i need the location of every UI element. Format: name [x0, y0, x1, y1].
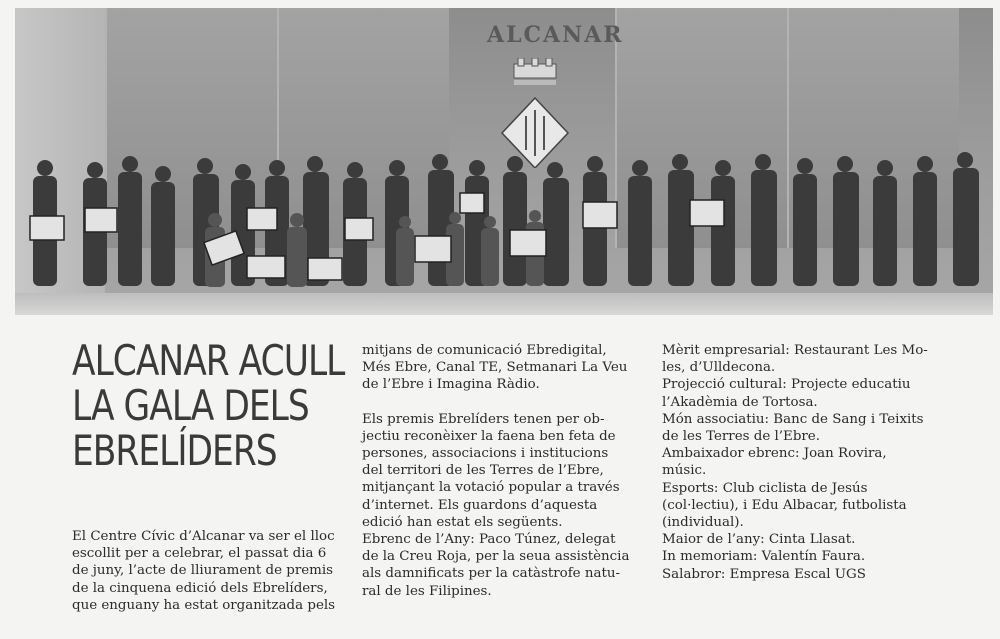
text-line: persones, associacions i institucions: [362, 446, 609, 462]
text-line: escollit per a celebrar, el passat dia 6: [72, 546, 327, 562]
awards-paragraph: [362, 411, 642, 600]
text-line: Projecció cultural: Projecte educatiu: [662, 377, 911, 393]
text-line: Maior de l’any: Cinta Llasat.: [662, 532, 856, 548]
text-line: Món associatiu: Banc de Sang i Teixits: [662, 411, 924, 427]
text-line: (individual).: [662, 515, 744, 531]
text-line: In memoriam: Valentín Faura.: [662, 549, 866, 565]
wall-town-name: ALCANAR: [487, 22, 624, 48]
stage-floor: [15, 293, 993, 315]
text-line: l’Akadèmia de Tortosa.: [662, 394, 818, 410]
text-line: Esports: Club ciclista de Jesús: [662, 480, 868, 496]
text-line: jectiu reconèixer la faena ben feta de: [362, 428, 616, 444]
crowd-of-people: [15, 138, 993, 315]
text-line: que enguany ha estat organitzada pels: [72, 597, 336, 613]
text-line: les, d’Ulldecona.: [662, 360, 776, 376]
intro-paragraph: [72, 528, 344, 614]
text-line: Ebrenc de l’Any: Paco Túnez, delegat: [362, 532, 616, 548]
text-line: de juny, l’acte de lliurament de premis: [72, 563, 334, 579]
group-photo: [15, 8, 993, 315]
text-line: Ambaixador ebrenc: Joan Rovira,: [662, 446, 887, 462]
article-headline: [72, 336, 345, 475]
text-line: El Centre Cívic d’Alcanar va ser el lloc: [72, 529, 335, 544]
text-line: (col·lectiu), i Edu Albacar, futbolista: [662, 497, 907, 513]
text-line: de les Terres de l’Ebre.: [662, 429, 820, 445]
text-line: del territori de les Terres de l’Ebre,: [362, 463, 604, 479]
winners-list: [662, 342, 942, 583]
text-line: de la Creu Roja, per la seua assistència: [362, 549, 630, 565]
text-line: mitjançant la votació popular a través: [362, 480, 620, 496]
text-line: d’internet. Els guardons d’aquesta: [362, 497, 598, 513]
text-line: de la cinquena edició dels Ebrelíders,: [72, 580, 328, 596]
text-line: Més Ebre, Canal TE, Setmanari La Veu: [362, 360, 628, 376]
text-line: Mèrit empresarial: Restaurant Les Mo-: [662, 343, 928, 358]
text-line: de l’Ebre i Imagina Ràdio.: [362, 377, 540, 393]
article-column-1: [72, 336, 345, 613]
text-line: mitjans de comunicació Ebredigital,: [362, 343, 607, 358]
article-column-3: [662, 342, 942, 583]
text-line: Els premis Ebrelíders tenen per ob-: [362, 411, 605, 427]
headline-line: ALCANAR ACULL: [72, 336, 345, 385]
text-line: Salabror: Empresa Escal UGS: [662, 566, 866, 582]
article-column-2: [362, 342, 642, 600]
headline-line: EBRELÍDERS: [72, 426, 277, 475]
text-line: ral de les Filipines.: [362, 583, 492, 599]
text-line: músic.: [662, 463, 707, 479]
media-paragraph: [362, 342, 642, 394]
text-line: als damnificats per la catàstrofe natu-: [362, 566, 620, 582]
headline-line: LA GALA DELS: [72, 381, 309, 430]
paragraph-gap: [362, 394, 642, 411]
text-line: edició han estat els següents.: [362, 514, 563, 530]
